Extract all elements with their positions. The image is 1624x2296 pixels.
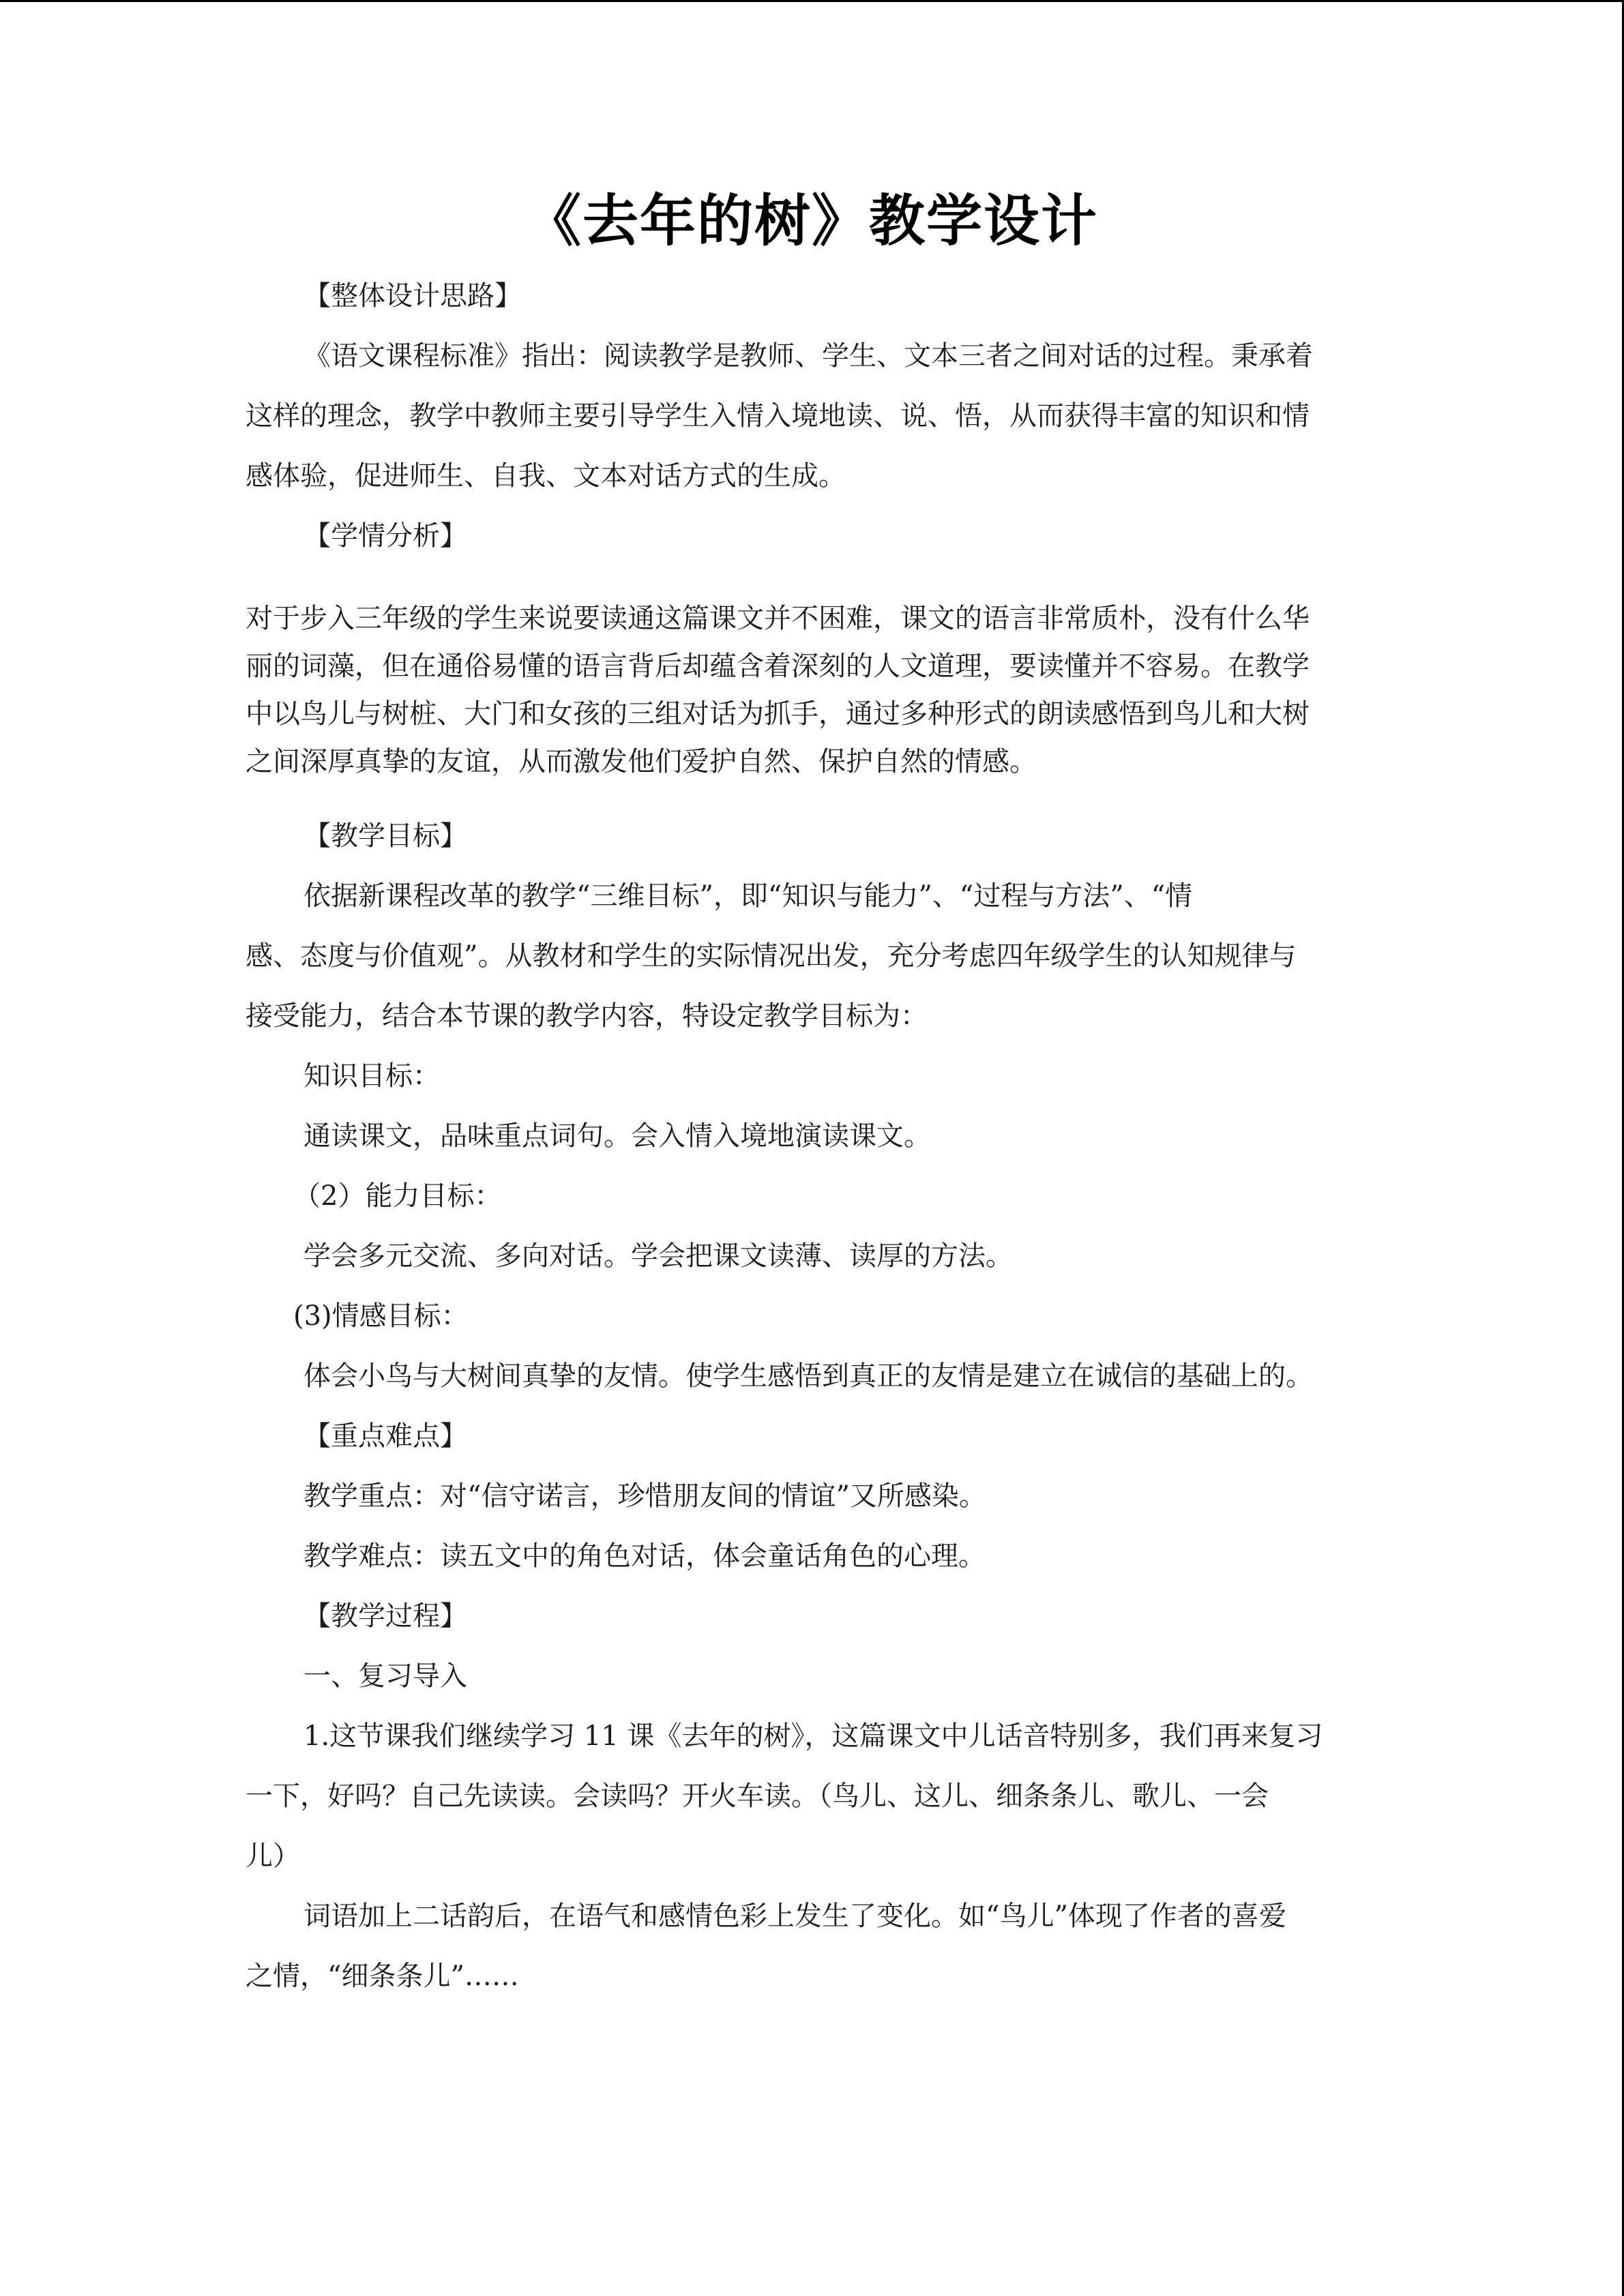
ability-goal-label: （2）能力目标： bbox=[293, 1180, 502, 1212]
paragraph-line: 儿） bbox=[246, 1840, 300, 1872]
section-student-analysis bbox=[246, 506, 1378, 786]
page-border-top bbox=[0, 0, 1624, 2]
emotion-goal-text: 体会小鸟与大树间真挚的友情。使学生感悟到真正的友情是建立在诚信的基础上的。 bbox=[304, 1360, 1313, 1392]
section-design-idea bbox=[246, 266, 1378, 506]
paragraph-line: 感、态度与价值观”。从教材和学生的实际情况出发，充分考虑四年级学生的认知规律与 bbox=[246, 940, 1297, 972]
paragraph-line: 接受能力，结合本节课的教学内容，特设定教学目标为： bbox=[246, 1000, 928, 1032]
paragraph-line: 这样的理念，教学中教师主要引导学生入情入境地读、说、悟，从而获得丰富的知识和情 bbox=[246, 400, 1310, 432]
section-heading-design-idea: 【整体设计思路】 bbox=[304, 280, 522, 312]
knowledge-goal-text: 通读课文，品味重点词句。会入情入境地演读课文。 bbox=[304, 1120, 931, 1152]
section-heading-process: 【教学过程】 bbox=[304, 1600, 467, 1632]
paragraph-line: 《语文课程标准》指出：阅读教学是教师、学生、文本三者之间对话的过程。秉承着 bbox=[304, 340, 1313, 372]
paragraph-line: 之间深厚真挚的友谊，从而激发他们爱护自然、保护自然的情感。 bbox=[246, 746, 1037, 777]
paragraph-line: 之情，“细条条儿”…… bbox=[246, 1960, 519, 1992]
section-process bbox=[246, 1586, 1378, 2006]
emotion-goal-label: (3)情感目标： bbox=[293, 1300, 469, 1332]
section-heading-student-analysis: 【学情分析】 bbox=[304, 520, 467, 552]
section-key-points bbox=[246, 1406, 1378, 1586]
page-title: 《去年的树》教学设计 bbox=[525, 189, 1098, 254]
paragraph-line: 中以鸟儿与树桩、大门和女孩的三组对话为抓手，通过多种形式的朗读感悟到鸟儿和大树 bbox=[246, 698, 1310, 730]
paragraph-line: 1.这节课我们继续学习 11 课《去年的树》，这篇课文中儿话音特别多，我们再来复习 bbox=[304, 1720, 1323, 1752]
teaching-difficulty: 教学难点：读五文中的角色对话，体会童话角色的心理。 bbox=[304, 1540, 986, 1572]
paragraph-line: 丽的词藻，但在通俗易懂的语言背后却蕴含着深刻的人文道理，要读懂并不容易。在教学 bbox=[246, 651, 1310, 682]
section-goals bbox=[246, 806, 1378, 1406]
process-step-title: 一、复习导入 bbox=[304, 1660, 467, 1692]
paragraph-line: 词语加上二话韵后，在语气和感情色彩上发生了变化。如“鸟儿”体现了作者的喜爱 bbox=[304, 1900, 1286, 1932]
section-heading-key-points: 【重点难点】 bbox=[304, 1420, 467, 1452]
section-heading-goals: 【教学目标】 bbox=[304, 820, 467, 852]
teaching-focus: 教学重点：对“信守诺言，珍惜朋友间的情谊”又所感染。 bbox=[304, 1480, 986, 1512]
knowledge-goal-label: 知识目标： bbox=[304, 1060, 440, 1092]
document-body bbox=[246, 184, 1378, 2006]
paragraph-line: 依据新课程改革的教学“三维目标”，即“知识与能力”、“过程与方法”、“情 bbox=[304, 880, 1193, 912]
ability-goal-text: 学会多元交流、多向对话。学会把课文读薄、读厚的方法。 bbox=[304, 1240, 1013, 1272]
paragraph-line: 对于步入三年级的学生来说要读通这篇课文并不困难，课文的语言非常质朴，没有什么华 bbox=[246, 603, 1310, 634]
paragraph-line: 感体验，促进师生、自我、文本对话方式的生成。 bbox=[246, 460, 846, 492]
paragraph-line: 一下，好吗？自己先读读。会读吗？开火车读。（鸟儿、这儿、细条条儿、歌儿、一会 bbox=[246, 1780, 1269, 1812]
